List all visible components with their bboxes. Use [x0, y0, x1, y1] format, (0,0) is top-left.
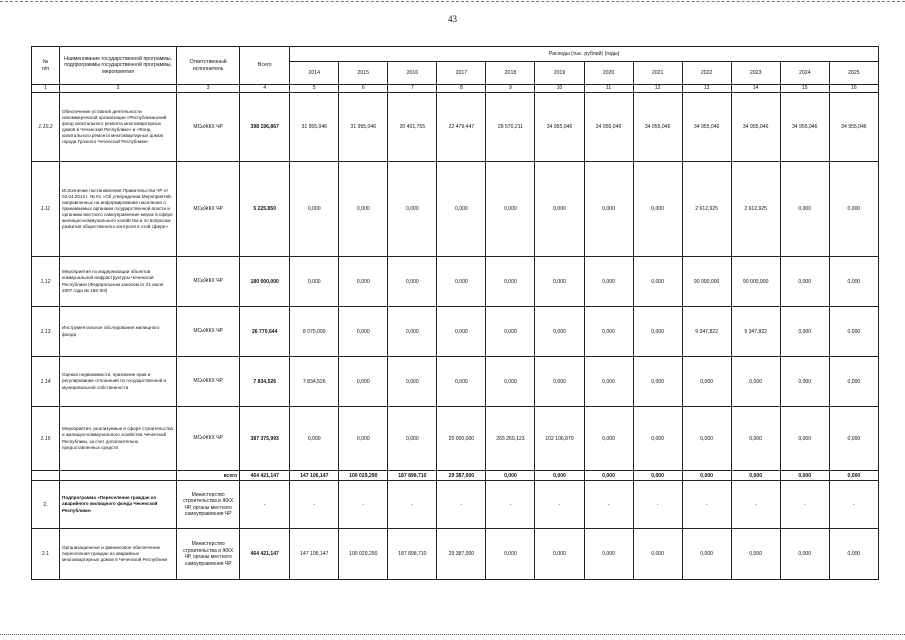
row-value: 0,000 [290, 257, 339, 307]
subprogram-value: - [829, 481, 878, 529]
col-header-expenses: Расходы (тыс. рублей) (годы) [290, 47, 879, 62]
row-value: 0,000 [535, 529, 584, 580]
row-value: 0,000 [780, 529, 829, 580]
col-header-num [32, 47, 60, 85]
subprogram-value: - [535, 481, 584, 529]
subprogram-value: - [339, 481, 388, 529]
row-value: 34 955,046 [584, 93, 633, 162]
row-value: 0,000 [780, 357, 829, 407]
row-name: Исполнение постановления Правительства ЧР от 02.04.2013 г. № 81 «Об утверждении Мероприятий, направленных на информирование населения о принимаемых органами государственной власти и органами местного самоуправления мерах в сфере жилищно-коммунального хозяйства и по вопросам развития общественного контроля в этой сфере» [60, 162, 177, 257]
subprogram-executor: Министерство строительства и ЖКХ ЧР, органы местного самоуправления ЧР [177, 481, 240, 529]
total-value: 0,000 [829, 471, 878, 481]
row-total: 26 770,644 [240, 307, 290, 357]
row-value: 0,000 [682, 407, 731, 471]
total-value: 187 898,710 [388, 471, 437, 481]
row-value: 0,000 [633, 257, 682, 307]
table-row [32, 162, 879, 257]
column-index-cell: 14 [731, 85, 780, 93]
row-value: 20 401,755 [388, 93, 437, 162]
row-value: 0,000 [437, 357, 486, 407]
row-value: 9 347,822 [682, 307, 731, 357]
row-value: 31 955,046 [290, 93, 339, 162]
row-value: 0,000 [486, 357, 535, 407]
column-index-cell: 7 [388, 85, 437, 93]
row-value: 0,000 [584, 407, 633, 471]
column-index-cell: 1 [32, 85, 60, 93]
row-value: 0,000 [633, 307, 682, 357]
column-index-cell: 3 [177, 85, 240, 93]
row-executor: МСиЖКХ ЧР [177, 257, 240, 307]
subprogram-row [32, 481, 879, 529]
column-index-cell: 11 [584, 85, 633, 93]
row-value: 90 000,000 [682, 257, 731, 307]
index-row [32, 85, 879, 93]
col-header-total: Всего [240, 47, 290, 85]
row-value: 34 955,046 [829, 93, 878, 162]
row-value: 0,000 [584, 357, 633, 407]
col-header-executor: Ответственный исполнитель [177, 47, 240, 85]
row-value: 0,000 [731, 407, 780, 471]
row-value: 0,000 [633, 407, 682, 471]
subprogram-value: - [486, 481, 535, 529]
row-number: 1.12 [32, 257, 60, 307]
table-row [32, 407, 879, 471]
total-value: 0,000 [682, 471, 731, 481]
row-value: 2 612,925 [682, 162, 731, 257]
row-value: 187 898,710 [388, 529, 437, 580]
row-name: Инструментальное обследование жилищного фонда [60, 307, 177, 357]
row-name: Мероприятия по модернизации объектов коммунальной инфраструктуры Чеченской Республики (Федеральным законом от 21 июля 2007 года № 185-ФЗ) [60, 257, 177, 307]
row-total: 7 834,526 [240, 357, 290, 407]
column-index-cell: 5 [290, 85, 339, 93]
row-total: 464 421,147 [240, 529, 290, 580]
row-value: 0,000 [388, 307, 437, 357]
row-value: 0,000 [535, 257, 584, 307]
header-row [32, 47, 879, 62]
row-value: 0,000 [486, 162, 535, 257]
column-index-cell: 10 [535, 85, 584, 93]
year-header: 2016 [388, 62, 437, 85]
row-total: 180 000,000 [240, 257, 290, 307]
row-value: 0,000 [339, 407, 388, 471]
total-value: 0,000 [486, 471, 535, 481]
total-value: 0,000 [633, 471, 682, 481]
table-row [32, 529, 879, 580]
year-header: 2014 [290, 62, 339, 85]
row-value: 8 075,000 [290, 307, 339, 357]
row-number: 1.15 [32, 407, 60, 471]
row-value: 0,000 [584, 257, 633, 307]
row-name: Оценка недвижимости, признание прав и регулирование отношений по государственной и муниципальной собственности [60, 357, 177, 407]
row-value: 0,000 [339, 162, 388, 257]
row-value: 0,000 [584, 162, 633, 257]
column-index-cell: 4 [240, 85, 290, 93]
row-value: 0,000 [339, 257, 388, 307]
column-index-cell: 8 [437, 85, 486, 93]
year-header: 2017 [437, 62, 486, 85]
total-label: всего [177, 471, 240, 481]
row-name: Организационное и финансовое обеспечение переселения граждан из аварийных многоквартирных домов в Чеченской Республике [60, 529, 177, 580]
row-number: 1.11 [32, 162, 60, 257]
row-number: 1.14 [32, 357, 60, 407]
total-value: 29 387,000 [437, 471, 486, 481]
table-row [32, 93, 879, 162]
row-total: 398 196,867 [240, 93, 290, 162]
row-total: 387 375,993 [240, 407, 290, 471]
row-number: 1.13 [32, 307, 60, 357]
row-value: 9 347,822 [731, 307, 780, 357]
page-number: 43 [448, 14, 457, 24]
budget-table [31, 46, 879, 580]
row-executor: МСиЖКХ ЧР [177, 93, 240, 162]
total-empty-cell [32, 471, 60, 481]
row-value: 0,000 [535, 357, 584, 407]
subprogram-value: - [584, 481, 633, 529]
row-executor: МСиЖКХ ЧР [177, 407, 240, 471]
row-value: 34 955,046 [780, 93, 829, 162]
subprogram-value: - [290, 481, 339, 529]
year-header: 2020 [584, 62, 633, 85]
row-value: 0,000 [829, 162, 878, 257]
scan-edge-top [0, 1, 905, 2]
row-value: 28 570,211 [486, 93, 535, 162]
row-value: 0,000 [437, 307, 486, 357]
row-value: 0,000 [290, 407, 339, 471]
row-executor: МСиЖКХ ЧР [177, 307, 240, 357]
subprogram-value: - [633, 481, 682, 529]
row-value: 0,000 [388, 257, 437, 307]
row-value: 2 612,925 [731, 162, 780, 257]
row-value: 34 955,046 [633, 93, 682, 162]
row-executor: МСиЖКХ ЧР [177, 357, 240, 407]
table-row [32, 307, 879, 357]
col-header-num-label: № п/п [41, 59, 50, 72]
year-header: 2021 [633, 62, 682, 85]
row-value: 0,000 [633, 529, 682, 580]
row-value: 147 106,147 [290, 529, 339, 580]
row-executor: Министерство строительства и ЖКХ ЧР, органы местного самоуправления ЧР [177, 529, 240, 580]
row-value: 0,000 [388, 162, 437, 257]
column-index-cell: 16 [829, 85, 878, 93]
year-header: 2025 [829, 62, 878, 85]
row-value: 0,000 [829, 257, 878, 307]
row-value: 0,000 [780, 407, 829, 471]
row-value: 0,000 [780, 257, 829, 307]
row-value: 0,000 [486, 257, 535, 307]
row-number: 1.10.2 [32, 93, 60, 162]
row-value: 29 387,000 [437, 529, 486, 580]
year-header: 2015 [339, 62, 388, 85]
table-row [32, 357, 879, 407]
row-value: 0,000 [829, 529, 878, 580]
year-header: 2018 [486, 62, 535, 85]
row-value: 22 479,447 [437, 93, 486, 162]
column-index-cell: 12 [633, 85, 682, 93]
row-value: 90 000,000 [731, 257, 780, 307]
table-body [32, 85, 879, 580]
row-value: 0,000 [633, 162, 682, 257]
row-value: 0,000 [682, 529, 731, 580]
row-value: 0,000 [682, 357, 731, 407]
row-value: 0,000 [339, 307, 388, 357]
row-value: 0,000 [731, 357, 780, 407]
row-value: 0,000 [584, 529, 633, 580]
total-value: 147 106,147 [290, 471, 339, 481]
row-value: 0,000 [829, 357, 878, 407]
col-header-name: Наименование государственной программы, подпрограммы государственной программы, мероприятия [60, 47, 177, 85]
total-value: 100 029,290 [339, 471, 388, 481]
column-index-cell: 9 [486, 85, 535, 93]
subprogram-value: - [780, 481, 829, 529]
total-row [32, 471, 879, 481]
row-value: 0,000 [731, 529, 780, 580]
row-total: 5 225,850 [240, 162, 290, 257]
row-value: 100 029,290 [339, 529, 388, 580]
row-value: 0,000 [486, 529, 535, 580]
column-index-cell: 6 [339, 85, 388, 93]
total-empty-cell [60, 471, 177, 481]
total-value: 0,000 [584, 471, 633, 481]
row-value: 0,000 [780, 307, 829, 357]
row-name: Обеспечение уставной деятельности некоммерческой организации «Республиканский фонд капитального ремонта многоквартирных домов в Чеченской Республике» и «Фонд капитального ремонта многоквартирных домов города Грозного Чеченской Республики» [60, 93, 177, 162]
year-header: 2019 [535, 62, 584, 85]
column-index-cell: 2 [60, 85, 177, 93]
row-value: 0,000 [437, 162, 486, 257]
row-value: 0,000 [486, 307, 535, 357]
subprogram-value: - [388, 481, 437, 529]
row-value: 0,000 [829, 307, 878, 357]
row-value: 20 000,000 [437, 407, 486, 471]
row-value: 0,000 [780, 162, 829, 257]
row-name: Мероприятия, реализуемые в сфере строительства и жилищно-коммунального хозяйства Чеченской Республики, за счет дополнительно предоставленных средств [60, 407, 177, 471]
row-value: 34 955,046 [682, 93, 731, 162]
subprogram-value: - [731, 481, 780, 529]
row-number: 2.1 [32, 529, 60, 580]
row-value: 0,000 [290, 162, 339, 257]
row-value: 0,000 [339, 357, 388, 407]
column-index-cell: 13 [682, 85, 731, 93]
total-value: 0,000 [780, 471, 829, 481]
year-header: 2023 [731, 62, 780, 85]
row-value: 0,000 [437, 257, 486, 307]
year-header: 2024 [780, 62, 829, 85]
subprogram-name: Подпрограмма «Переселение граждан из аварийного жилищного фонда Чеченской Республики» [60, 481, 177, 529]
subprogram-total: - [240, 481, 290, 529]
total-value: 0,000 [535, 471, 584, 481]
row-value: 31 955,046 [339, 93, 388, 162]
row-value: 0,000 [633, 357, 682, 407]
scan-edge-bottom [0, 634, 905, 635]
column-index-cell: 15 [780, 85, 829, 93]
row-value: 0,000 [388, 357, 437, 407]
subprogram-number: 2. [32, 481, 60, 529]
total-value: 0,000 [731, 471, 780, 481]
year-header: 2022 [682, 62, 731, 85]
row-value: 7 834,526 [290, 357, 339, 407]
row-value: 0,000 [535, 307, 584, 357]
subprogram-value: - [437, 481, 486, 529]
row-value: 0,000 [388, 407, 437, 471]
row-value: 34 955,046 [535, 93, 584, 162]
row-value: 34 955,046 [731, 93, 780, 162]
row-value: 0,000 [535, 162, 584, 257]
total-sum: 464 421,147 [240, 471, 290, 481]
row-value: 0,000 [829, 407, 878, 471]
row-executor: МСиЖКХ ЧР [177, 162, 240, 257]
subprogram-value: - [682, 481, 731, 529]
table-row [32, 257, 879, 307]
row-value: 265 269,123 [486, 407, 535, 471]
row-value: 0,000 [584, 307, 633, 357]
row-value: 102 106,870 [535, 407, 584, 471]
